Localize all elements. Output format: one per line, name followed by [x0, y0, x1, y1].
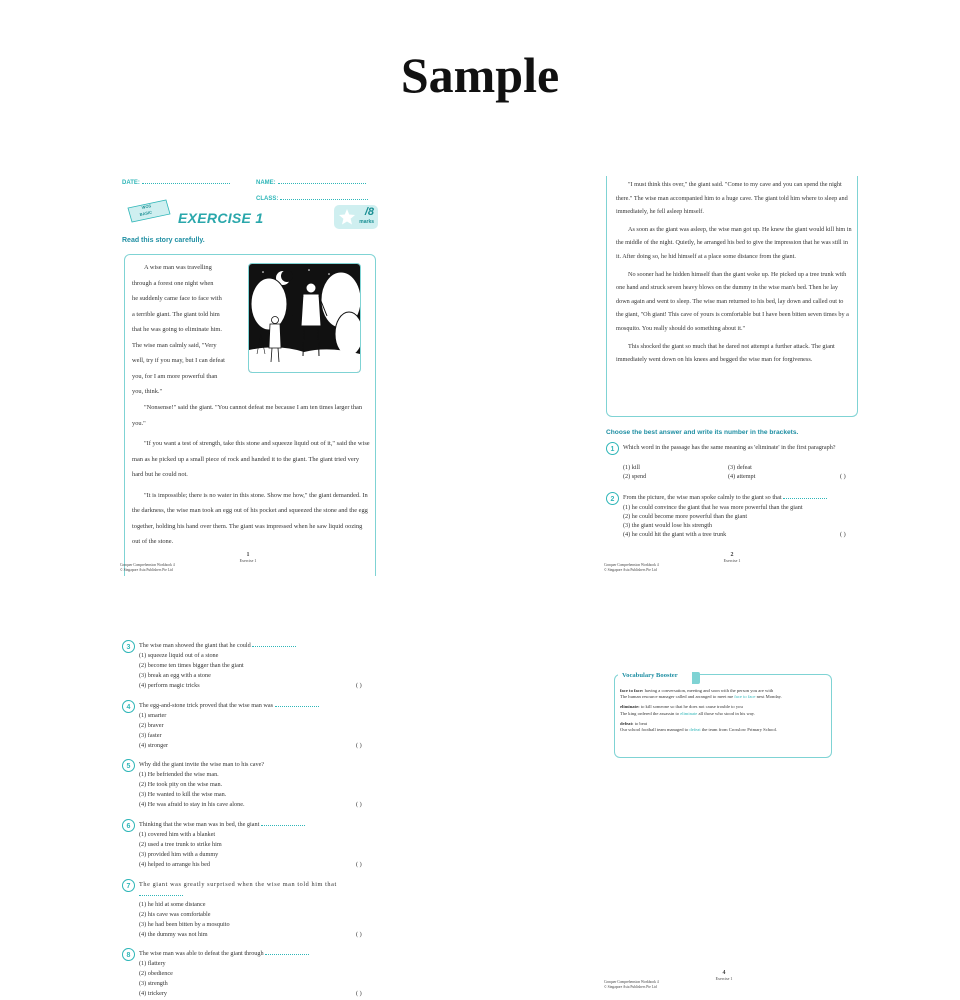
answer-brackets[interactable]: ( )	[356, 931, 362, 938]
page-number-1: 1 Exercise 1	[239, 552, 257, 563]
workbook-page-3	[120, 638, 382, 1000]
answer-brackets[interactable]: ( )	[356, 990, 362, 997]
marks-badge: /8 marks	[334, 205, 378, 229]
question-3: 3 The wise man showed the giant that he could (1) squeeze liquid out of a stone (2) become ten times bigger than the giant (3) break an egg with a stone (4) perform magic tricks ( )	[120, 640, 382, 694]
svg-text:WOS: WOS	[141, 203, 152, 210]
answer-brackets[interactable]: ( )	[840, 473, 846, 480]
vocab-entry: face to face: having a conversation, meeting and soon with the person you are with The human resource manager called and arranged to meet me face to face next Monday.	[620, 688, 782, 700]
vocabulary-title: Vocabulary Booster	[618, 672, 700, 684]
workbook-page-2	[604, 176, 866, 576]
question-instruction: Choose the best answer and write its number in the brackets.	[606, 429, 799, 436]
level-badge	[126, 198, 172, 224]
class-field: CLASS:	[256, 194, 368, 202]
story-wrap-text: A wise man was travelling through a forest one night when he suddenly came face to face with a terrible giant. The giant told him that he was going to eliminate him. The wise man calmly said, "Very well, try if you may, but I can defeat you, for I am more powerful than you, think."	[132, 264, 225, 395]
answer-brackets[interactable]: ( )	[356, 801, 362, 808]
story-text-page2: "I must think this over," the giant said. "Come to my cave and you can spend the night there." The wise man accompanied him to a huge cave. The giant told him where to sleep and immediately, he fell asleep himself. As soon as the giant was asleep, the wise man got up. He knew the giant would kill him in the middle of the night. Quietly, he arranged his bed to give the impression that he was still in it. After doing so, he hid himself at a place some distance from the giant. No sooner had he hidden himself than the giant woke up. He picked up a tree trunk with one hand and struck seven heavy blows on the dummy in the wise man's bed. Then he lay down again and went to sleep. The wise man returned to his bed, lay down and called out to the giant, "Oh giant! This cave of yours is comfortable but I have been bitten seven times by a mosquito. You really should do something about it." This shocked the giant so much that he dared not attempt a further attack. The giant immediately went down on his knees and begged the wise man for forgiveness.	[616, 181, 852, 364]
question-7: 7 The giant was greatly surprised when the wise man told him that (1) he hid at some distance (2) his cave was comfortable (3) he had been bitten by a mosquito (4) the dummy was not him ( )	[120, 879, 382, 939]
workbook-page-4	[604, 668, 866, 1000]
footer-credit: Conquer Comprehension Workbook 4 © Singapore Asia Publishers Pte Ltd	[604, 563, 659, 572]
vocab-entry: defeat: to beat Our school football team managed to defeat the team from Crosslow Primary School.	[620, 720, 778, 733]
question-6: 6 Thinking that the wise man was in bed, the giant (1) covered him with a blanket (2) used a tree trunk to strike him (3) provided him with a dummy (4) helped to arrange his bed ( )	[120, 819, 382, 873]
question-8: 8 The wise man was able to defeat the giant through (1) flattery (2) obedience (3) strength (4) trickery ( )	[120, 948, 382, 1000]
exercise-title: EXERCISE 1	[178, 210, 264, 226]
footer-credit: Conquer Comprehension Workbook 4 © Singapore Asia Publishers Pte Ltd	[120, 563, 175, 572]
question-5: 5 Why did the giant invite the wise man to his cave? (1) He befriended the wise man. (2) He took pity on the wise man. (3) He wanted to kill the wise man. (4) He was afraid to stay in his cave alone. ( )	[120, 759, 382, 813]
answer-brackets[interactable]: ( )	[356, 861, 362, 868]
answer-brackets[interactable]: ( )	[840, 531, 846, 538]
answer-brackets[interactable]: ( )	[356, 742, 362, 749]
date-field: DATE:	[122, 178, 230, 186]
footer-credit: Conquer Comprehension Workbook 4 © Singapore Asia Publishers Pte Ltd	[604, 980, 659, 989]
page-heading: Sample	[400, 47, 560, 103]
vocab-entry: eliminate: to kill someone so that he does not cause trouble to you The king ordered the assassin to eliminate all those who stood in his way.	[620, 704, 755, 716]
question-4: 4 The egg-and-stone trick proved that the wise man was (1) smarter (2) braver (3) faster (4) stronger ( )	[120, 700, 382, 754]
reading-instruction: Read this story carefully.	[122, 237, 205, 244]
answer-brackets[interactable]: ( )	[356, 682, 362, 689]
star-icon	[338, 208, 356, 226]
page-number-4: 4 Exercise 1	[715, 970, 733, 981]
page-number-2: 2 Exercise 1	[723, 552, 741, 563]
question-1: 1 Which word in the passage has the same meaning as 'eliminate' in the first paragraph? (1) kill (2) spend (3) defeat (4) attempt ( )	[604, 442, 866, 482]
svg-text:BASIC: BASIC	[139, 209, 153, 217]
vocabulary-entries	[620, 688, 820, 737]
story-continued: "Nonsense!" said the giant. "You cannot defeat me because I am ten times larger than you." "If you want a test of strength, take this stone and squeeze liquid out of it," said the wise man as he picked up a small piece of rock and handed it to the giant. The giant tried very hard but he could not. "It is impossible; there is no water in this stone. Show me how," the giant demanded. In the darkness, the wise man took an egg out of his pocket and squeezed the stone and the egg together, holding his hand over them. The giant was impressed when he saw liquid oozing out of the stone.	[132, 404, 370, 545]
question-2: 2 From the picture, the wise man spoke calmly to the giant so that (1) he could convince the giant that he was more powerful than the giant (2) he could become more powerful than the giant (3) the giant would lose his strength (4) he could hit the giant with a tree trunk ( )	[604, 492, 866, 542]
story-illustration	[248, 263, 361, 373]
workbook-page-1	[120, 176, 382, 576]
name-field: NAME:	[256, 178, 366, 186]
